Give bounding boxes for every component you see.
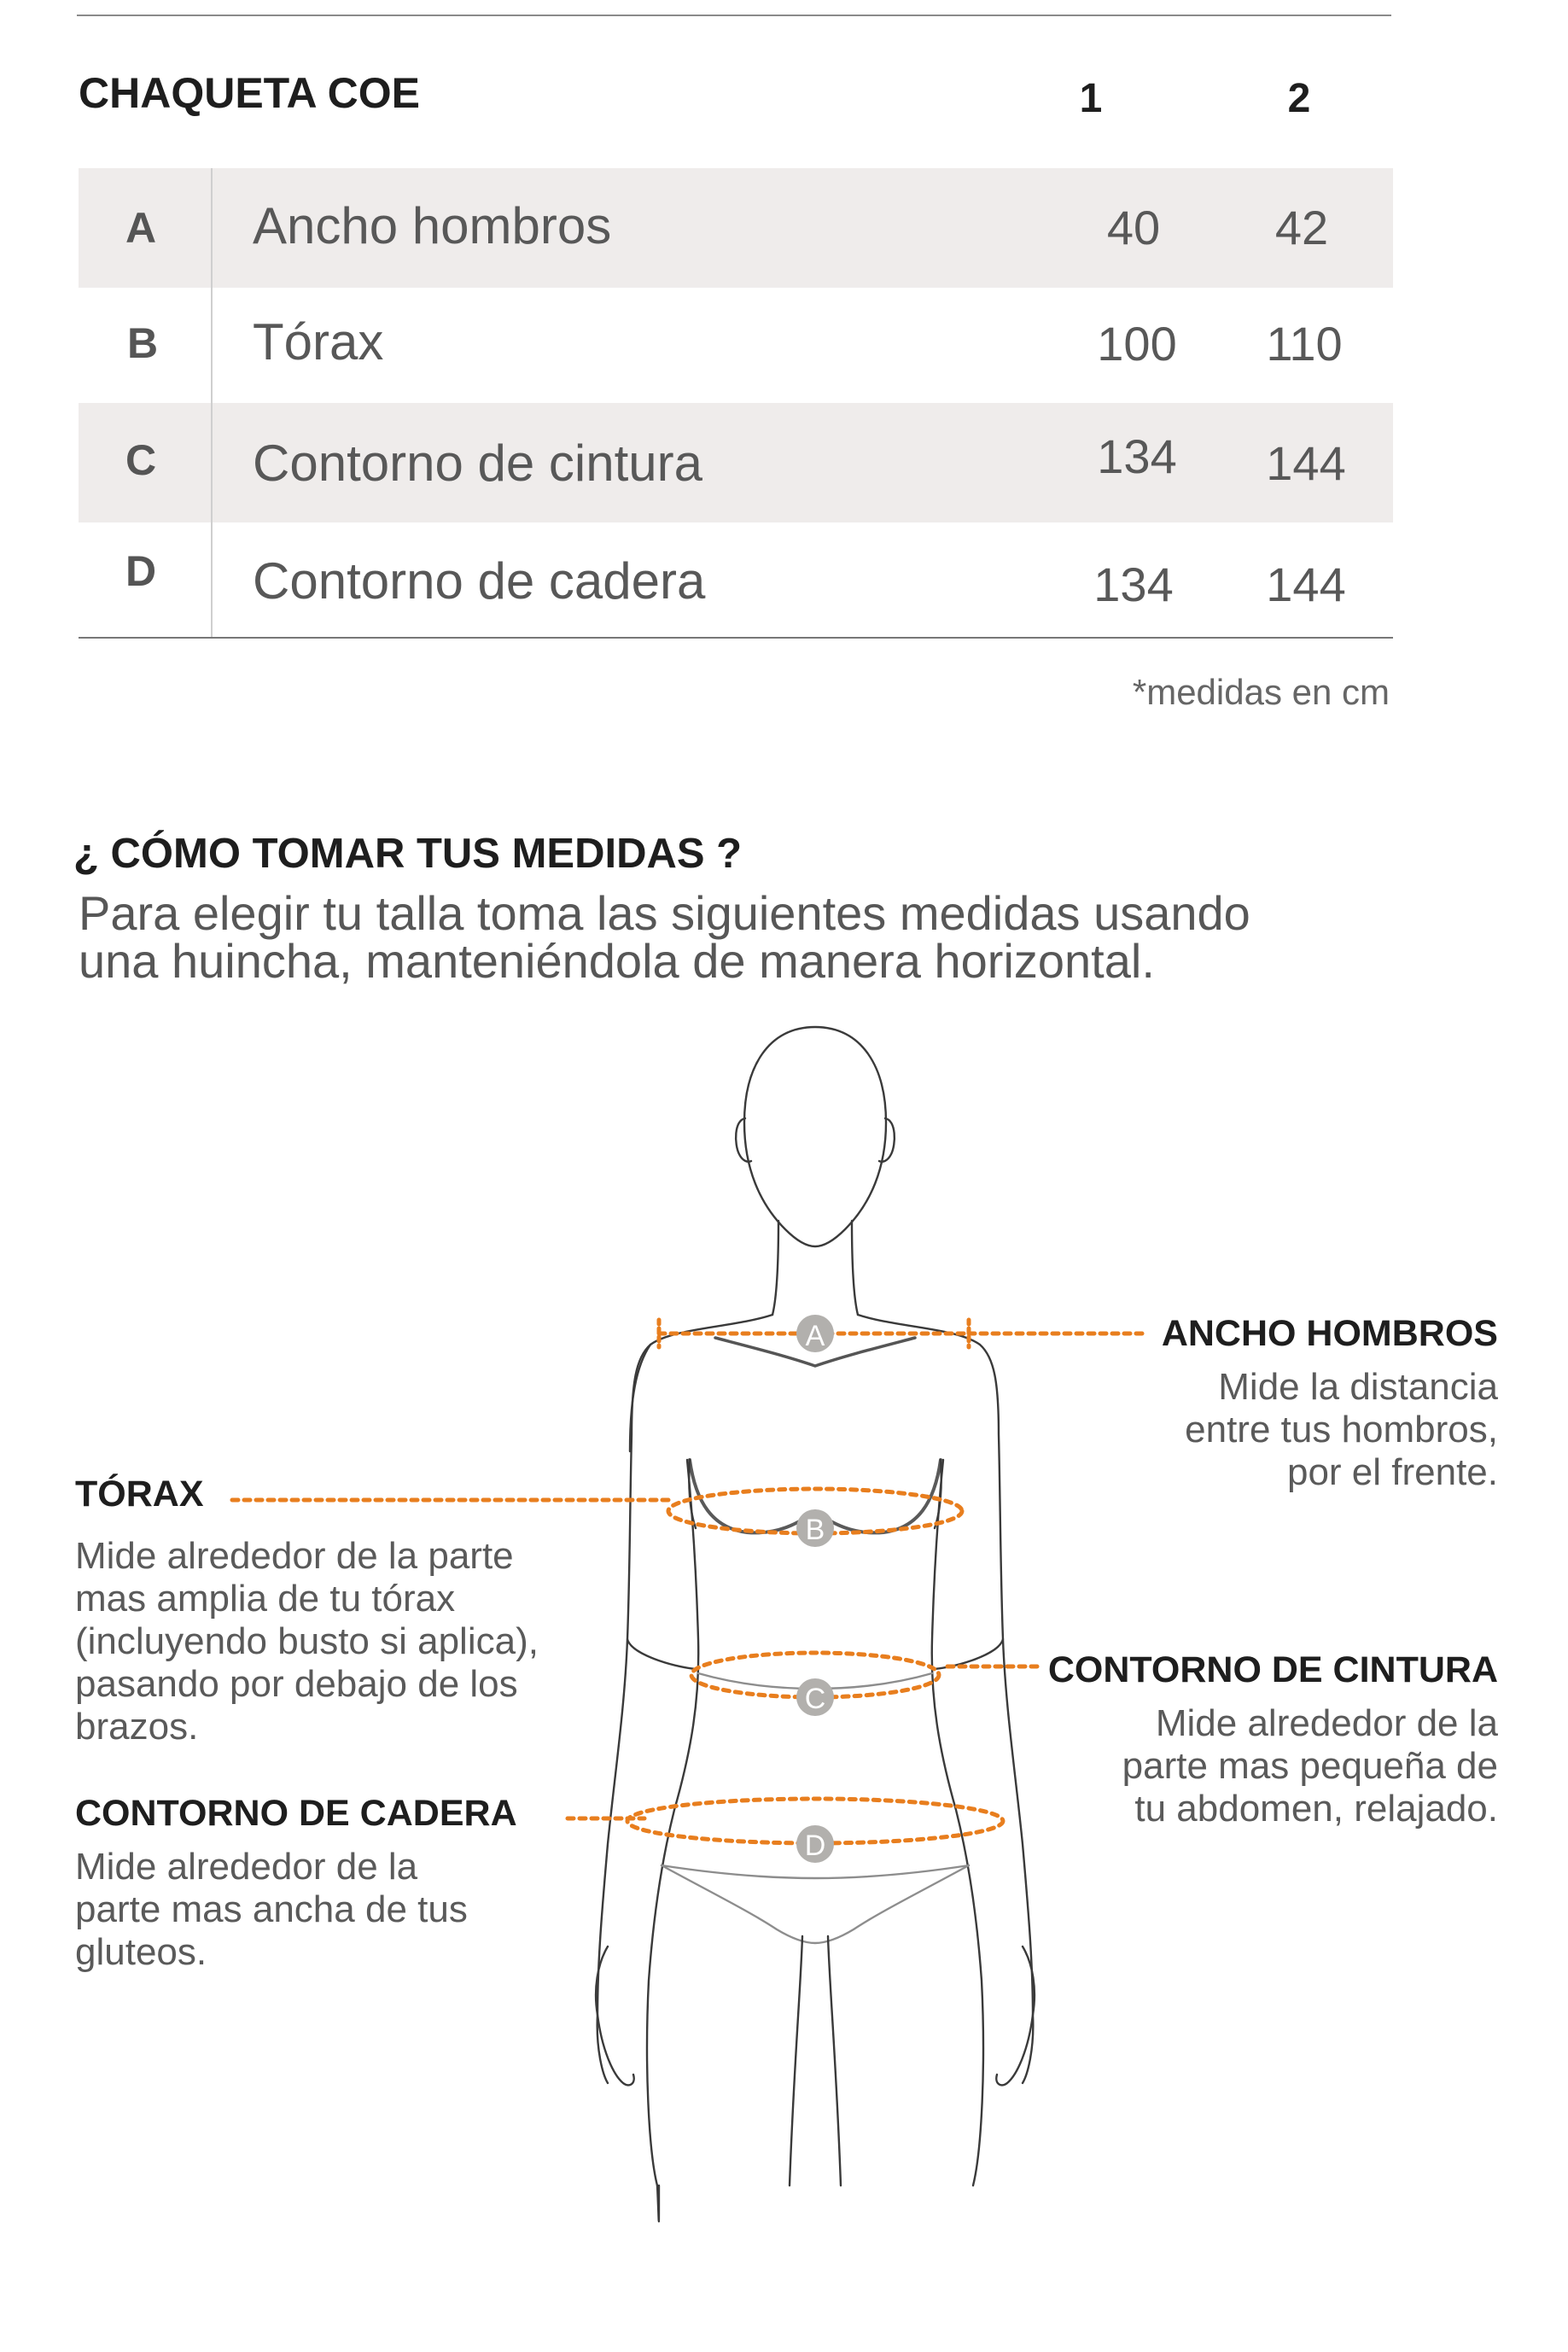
marker-d-label: D — [804, 1830, 826, 1862]
row-letter: A — [125, 204, 157, 252]
row-value-size-2: 144 — [1266, 557, 1346, 611]
brief-outline — [662, 1865, 969, 1878]
row-value-size-1: 40 — [1106, 201, 1161, 254]
row-letter: B — [126, 319, 159, 367]
row-value-size-1: 100 — [1097, 317, 1177, 371]
waist-description: Mide alrededor de la parte mas pequeña de tu abdomen, relajado. — [1122, 1702, 1498, 1830]
shoulders-heading: ANCHO HOMBROS — [1161, 1313, 1498, 1354]
size-header-1: 1 — [1079, 76, 1103, 121]
row-label: Tórax — [253, 313, 384, 371]
row-label: Contorno de cintura — [253, 435, 702, 492]
row-letter: C — [125, 436, 157, 484]
chest-heading: TÓRAX — [75, 1474, 204, 1515]
row-value-size-2: 144 — [1266, 436, 1346, 490]
row-value-size-1: 134 — [1097, 429, 1177, 483]
row-value-size-2: 42 — [1274, 201, 1329, 254]
guide-intro-line: una huincha, manteniéndola de manera horizontal. — [79, 934, 1155, 988]
row-value-size-1: 134 — [1093, 557, 1174, 611]
shoulders-description: Mide la distancia entre tus hombros, por el frente. — [1185, 1366, 1498, 1493]
measure-markers — [796, 1315, 834, 1863]
row-value-size-2: 110 — [1266, 317, 1343, 371]
chest-description: Mide alrededor de la parte mas amplia de tu tórax (incluyendo busto si aplica), pasando por debajo de los brazos. — [75, 1535, 539, 1748]
units-note: *medidas en cm — [1132, 672, 1390, 712]
row-letter: D — [125, 547, 157, 595]
neck-outline — [772, 1221, 778, 1315]
hip-heading: CONTORNO DE CADERA — [75, 1793, 517, 1834]
marker-a-label: A — [805, 1320, 825, 1352]
waist-heading: CONTORNO DE CINTURA — [1047, 1649, 1498, 1690]
guide-intro-line: Para elegir tu talla toma las siguientes medidas usando — [79, 886, 1250, 940]
size-header-2: 2 — [1287, 76, 1311, 121]
marker-b-label: B — [805, 1514, 825, 1546]
marker-c-label: C — [804, 1683, 826, 1715]
table-title: CHAQUETA COE — [79, 69, 420, 117]
row-label: Contorno de cadera — [253, 552, 706, 610]
head-outline — [744, 1027, 886, 1246]
torso-outline — [597, 1315, 772, 2083]
row-label: Ancho hombros — [253, 197, 612, 254]
guide-title: ¿ CÓMO TOMAR TUS MEDIDAS ? — [73, 831, 743, 877]
legs-outline — [657, 2186, 659, 2221]
hip-description: Mide alrededor de la parte mas ancha de tus gluteos. — [75, 1846, 468, 1973]
